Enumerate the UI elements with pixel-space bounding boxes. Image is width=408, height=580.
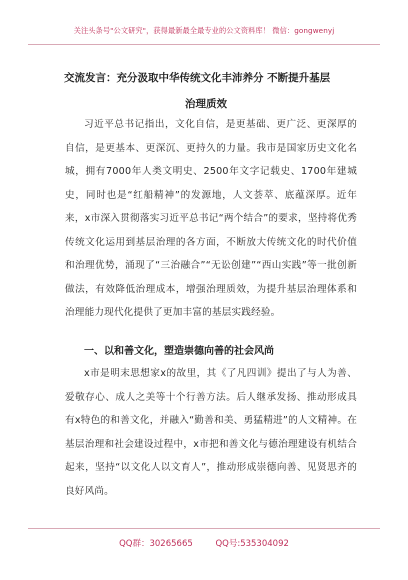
body-paragraph-2: x市是明末思想家x的故里，其《了凡四训》提出了与人为善、爱敬存心、成人之美等十个行善方法。后人继承发扬、推动形成具有x特色的和善文化，并融入“勤善和美、勇猛精进”的人文精神。在基层治理和社会建设过程中，x市把和善文化与德治理建设有机结合起来，坚持“以文化人以文育人”，推动形成崇德向善、见贤思齐的良好风尚。 — [65, 368, 357, 497]
document-title-line1: 交流发言：充分汲取中华传统文化丰沛养分 不断提升基层 — [64, 72, 331, 84]
document-title-line2: 治理质效 — [185, 98, 227, 110]
header-divider — [28, 44, 380, 45]
section-heading-1: 一、以和善文化，塑造崇德向善的社会风尚 — [84, 346, 274, 357]
body-paragraph-1: 习近平总书记指出，文化自信，是更基础、更广泛、更深厚的自信，是更基本、更深沉、更持久的力量。我市是国家历史文化名城，拥有7000年人类文明史、2500年文字记载史、1700年建城史，同时也是“红船精神”的发源地，人文荟萃、底蕴深厚。近年来，x市深入贯彻落实习近平总书记“两个结合”的要求，坚持将优秀传统文化运用到基层治理的各方面，不断放大传统文化的时代价值和治理优势，涌现了“三治融合”“无讼创建”“西山实践”等一批创新做法，有效降低治理成本，增强治理质效，为提升基层治理体系和治理能力现代化提供了更加丰富的基层实践经验。 — [65, 119, 357, 318]
footer-divider — [28, 528, 380, 529]
footer-contact — [0, 537, 408, 549]
header-ad-text: 关注头条号"公文研究"，获得最新最全最专业的公文资料库！ 微信：gongwenyj — [73, 26, 335, 35]
footer-qq-number: QQ号:535304092 — [215, 539, 289, 549]
footer-qq-group: QQ群：30265665 — [119, 539, 193, 549]
